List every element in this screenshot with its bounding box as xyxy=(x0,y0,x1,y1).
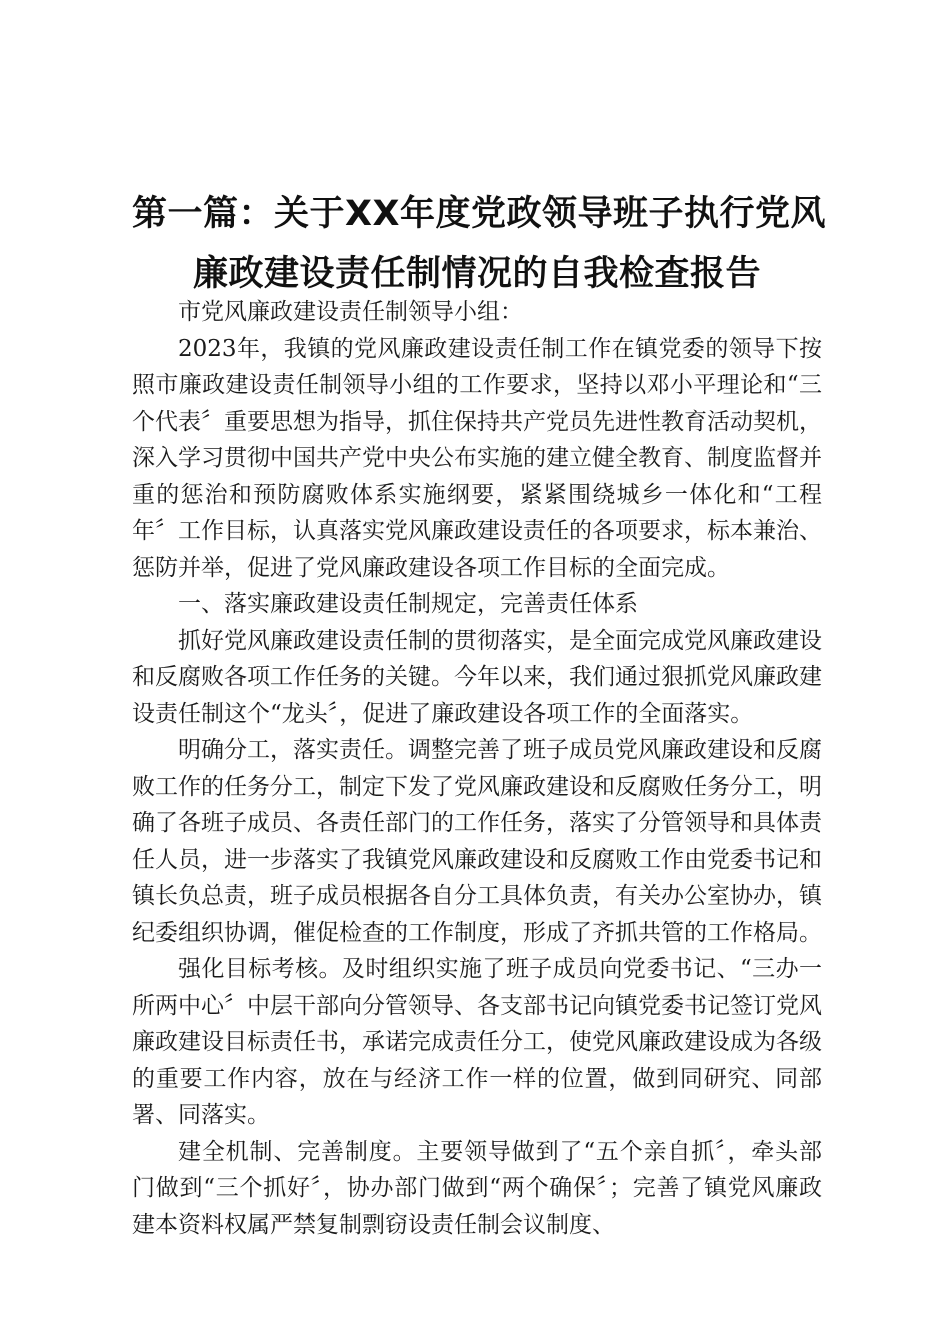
document-title-line-2: 廉政建设责任制情况的自我检查报告 xyxy=(192,254,761,294)
document-body xyxy=(132,294,822,1243)
paragraph-intro: 2023年，我镇的党风廉政建设责任制工作在镇党委的领导下按照市廉政建设责任制领导小组的工作要求，坚持以邓小平理论和“三个代表〞重要思想为指导，抓住保持共产党员先进性教育活动契机，深入学习贯彻中国共产党中央公布实施的建立健全教育、制度监督并重的惩治和预防腐败体系实施纲要，紧紧围绕城乡一体化和“工程年〞工作目标，认真落实党风廉政建设责任的各项要求，标本兼治、惩防并举，促进了党风廉政建设各项工作目标的全面完成。 xyxy=(132,335,822,581)
document-title-line-1: 第一篇：关于XX年度党政领导班子执行党风 xyxy=(132,194,826,234)
salutation: 市党风廉政建设责任制领导小组： xyxy=(178,299,523,325)
paragraph-target-assessment: 强化目标考核。及时组织实施了班子成员向党委书记、“三办一所两中心〞中层干部向分管领导、各支部书记向镇党委书记签订党风廉政建设目标责任书，承诺完成责任分工，使党风廉政建设成为各级的重要工作内容，放在与经济工作一样的位置，做到同研究、同部署、同落实。 xyxy=(132,956,822,1128)
paragraph-mechanism: 建全机制、完善制度。主要领导做到了“五个亲自抓〞，牵头部门做到“三个抓好〞，协办部门做到“两个确保〞；完善了镇党风廉政建本资料权属严禁复制剽窃设责任制会议制度、 xyxy=(132,1138,822,1238)
paragraph-division-of-labor: 明确分工，落实责任。调整完善了班子成员党风廉政建设和反腐败工作的任务分工，制定下发了党风廉政建设和反腐败任务分工，明确了各班子成员、各责任部门的工作任务，落实了分管领导和具体责任人员，进一步落实了我镇党风廉政建设和反腐败工作由党委书记和镇长负总责，班子成员根据各自分工具体负责，有关办公室协办，镇纪委组织协调，催促检查的工作制度，形成了齐抓共管的工作格局。 xyxy=(132,737,822,946)
paragraph-section-1: 抓好党风廉政建设责任制的贯彻落实，是全面完成党风廉政建设和反腐败各项工作任务的关键。今年以来，我们通过狠抓党风廉政建设责任制这个“龙头〞，促进了廉政建设各项工作的全面落实。 xyxy=(132,627,822,727)
section-heading-1: 一、落实廉政建设责任制规定，完善责任体系 xyxy=(178,591,638,617)
